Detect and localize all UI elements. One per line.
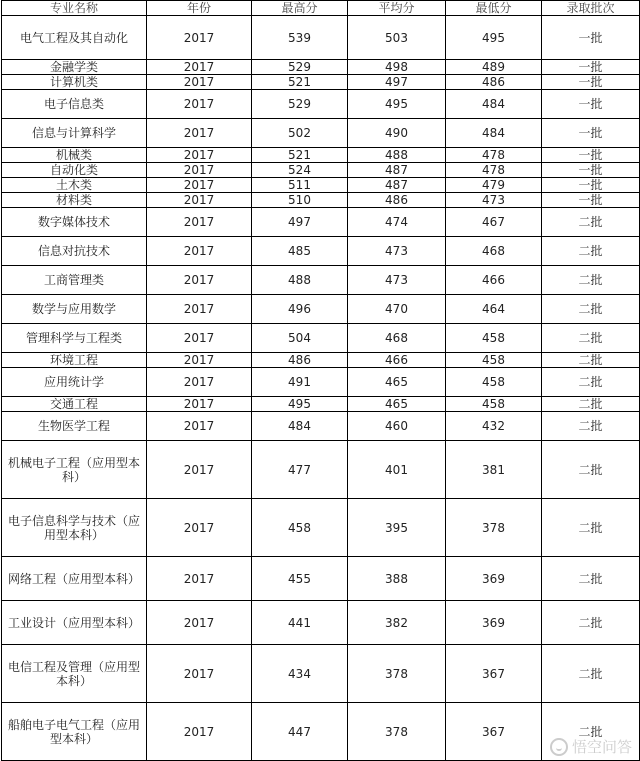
year-cell: 2017 [147, 266, 252, 295]
max-score-cell: 497 [252, 208, 348, 237]
max-score-cell: 447 [252, 703, 348, 761]
avg-score-cell: 395 [348, 499, 446, 557]
avg-score-cell: 474 [348, 208, 446, 237]
batch-cell: 一批 [542, 178, 640, 193]
batch-cell: 二批 [542, 324, 640, 353]
min-score-cell: 466 [446, 266, 542, 295]
max-score-cell: 495 [252, 397, 348, 412]
max-score-cell: 486 [252, 353, 348, 368]
major-cell: 机械电子工程（应用型本科） [2, 441, 147, 499]
avg-score-cell: 487 [348, 163, 446, 178]
avg-score-cell: 470 [348, 295, 446, 324]
min-score-cell: 369 [446, 601, 542, 645]
batch-cell: 一批 [542, 193, 640, 208]
table-row [2, 193, 640, 208]
table-row [2, 16, 640, 60]
table-row [2, 324, 640, 353]
max-score-cell: 510 [252, 193, 348, 208]
batch-cell: 二批 [542, 703, 640, 761]
batch-cell: 二批 [542, 557, 640, 601]
major-cell: 交通工程 [2, 397, 147, 412]
year-cell: 2017 [147, 16, 252, 60]
header-max-score: 最高分 [252, 1, 348, 16]
min-score-cell: 468 [446, 237, 542, 266]
max-score-cell: 434 [252, 645, 348, 703]
table-row [2, 353, 640, 368]
major-cell: 工商管理类 [2, 266, 147, 295]
table-row [2, 90, 640, 119]
max-score-cell: 539 [252, 16, 348, 60]
table-row [2, 237, 640, 266]
year-cell: 2017 [147, 397, 252, 412]
major-cell: 电气工程及其自动化 [2, 16, 147, 60]
avg-score-cell: 382 [348, 601, 446, 645]
max-score-cell: 529 [252, 90, 348, 119]
batch-cell: 一批 [542, 148, 640, 163]
table-row [2, 499, 640, 557]
table-row [2, 148, 640, 163]
avg-score-cell: 401 [348, 441, 446, 499]
year-cell: 2017 [147, 237, 252, 266]
year-cell: 2017 [147, 441, 252, 499]
table-row [2, 295, 640, 324]
min-score-cell: 484 [446, 119, 542, 148]
avg-score-cell: 495 [348, 90, 446, 119]
min-score-cell: 478 [446, 148, 542, 163]
avg-score-cell: 465 [348, 397, 446, 412]
header-avg-score: 平均分 [348, 1, 446, 16]
max-score-cell: 484 [252, 412, 348, 441]
header-year: 年份 [147, 1, 252, 16]
batch-cell: 一批 [542, 90, 640, 119]
major-cell: 计算机类 [2, 75, 147, 90]
table-row [2, 163, 640, 178]
year-cell: 2017 [147, 412, 252, 441]
batch-cell: 二批 [542, 499, 640, 557]
major-cell: 数字媒体技术 [2, 208, 147, 237]
year-cell: 2017 [147, 499, 252, 557]
year-cell: 2017 [147, 60, 252, 75]
table-row [2, 119, 640, 148]
table-row [2, 645, 640, 703]
year-cell: 2017 [147, 601, 252, 645]
major-cell: 管理科学与工程类 [2, 324, 147, 353]
batch-cell: 二批 [542, 266, 640, 295]
year-cell: 2017 [147, 90, 252, 119]
avg-score-cell: 488 [348, 148, 446, 163]
header-major: 专业名称 [2, 1, 147, 16]
max-score-cell: 511 [252, 178, 348, 193]
avg-score-cell: 497 [348, 75, 446, 90]
batch-cell: 二批 [542, 397, 640, 412]
major-cell: 材料类 [2, 193, 147, 208]
avg-score-cell: 486 [348, 193, 446, 208]
min-score-cell: 478 [446, 163, 542, 178]
min-score-cell: 484 [446, 90, 542, 119]
avg-score-cell: 473 [348, 266, 446, 295]
max-score-cell: 441 [252, 601, 348, 645]
max-score-cell: 458 [252, 499, 348, 557]
year-cell: 2017 [147, 353, 252, 368]
avg-score-cell: 498 [348, 60, 446, 75]
batch-cell: 二批 [542, 353, 640, 368]
min-score-cell: 367 [446, 703, 542, 761]
table-row [2, 60, 640, 75]
min-score-cell: 489 [446, 60, 542, 75]
min-score-cell: 432 [446, 412, 542, 441]
table-row [2, 178, 640, 193]
avg-score-cell: 468 [348, 324, 446, 353]
min-score-cell: 458 [446, 368, 542, 397]
major-cell: 数学与应用数学 [2, 295, 147, 324]
major-cell: 工业设计（应用型本科） [2, 601, 147, 645]
min-score-cell: 458 [446, 353, 542, 368]
header-row [2, 1, 640, 16]
table-row [2, 75, 640, 90]
min-score-cell: 479 [446, 178, 542, 193]
table-row [2, 208, 640, 237]
min-score-cell: 495 [446, 16, 542, 60]
table-row [2, 368, 640, 397]
max-score-cell: 504 [252, 324, 348, 353]
min-score-cell: 458 [446, 324, 542, 353]
header-min-score: 最低分 [446, 1, 542, 16]
year-cell: 2017 [147, 119, 252, 148]
min-score-cell: 458 [446, 397, 542, 412]
major-cell: 金融学类 [2, 60, 147, 75]
avg-score-cell: 460 [348, 412, 446, 441]
min-score-cell: 473 [446, 193, 542, 208]
min-score-cell: 486 [446, 75, 542, 90]
batch-cell: 二批 [542, 645, 640, 703]
major-cell: 环境工程 [2, 353, 147, 368]
batch-cell: 一批 [542, 163, 640, 178]
wukong-logo-icon [550, 738, 568, 756]
table-row [2, 412, 640, 441]
batch-cell: 一批 [542, 119, 640, 148]
year-cell: 2017 [147, 557, 252, 601]
max-score-cell: 524 [252, 163, 348, 178]
max-score-cell: 496 [252, 295, 348, 324]
table-row [2, 397, 640, 412]
major-cell: 网络工程（应用型本科） [2, 557, 147, 601]
avg-score-cell: 378 [348, 645, 446, 703]
avg-score-cell: 490 [348, 119, 446, 148]
max-score-cell: 502 [252, 119, 348, 148]
min-score-cell: 378 [446, 499, 542, 557]
year-cell: 2017 [147, 368, 252, 397]
batch-cell: 一批 [542, 16, 640, 60]
min-score-cell: 369 [446, 557, 542, 601]
batch-cell: 二批 [542, 295, 640, 324]
header-batch: 录取批次 [542, 1, 640, 16]
major-cell: 生物医学工程 [2, 412, 147, 441]
major-cell: 电信工程及管理（应用型本科） [2, 645, 147, 703]
major-cell: 电子信息科学与技术（应用型本科） [2, 499, 147, 557]
batch-cell: 二批 [542, 441, 640, 499]
avg-score-cell: 378 [348, 703, 446, 761]
max-score-cell: 529 [252, 60, 348, 75]
avg-score-cell: 487 [348, 178, 446, 193]
year-cell: 2017 [147, 193, 252, 208]
batch-cell: 二批 [542, 208, 640, 237]
max-score-cell: 455 [252, 557, 348, 601]
table-row [2, 266, 640, 295]
batch-cell: 一批 [542, 60, 640, 75]
batch-cell: 二批 [542, 368, 640, 397]
admission-scores-table [1, 0, 640, 761]
table-row [2, 441, 640, 499]
table-row [2, 703, 640, 761]
max-score-cell: 521 [252, 148, 348, 163]
avg-score-cell: 473 [348, 237, 446, 266]
major-cell: 信息与计算科学 [2, 119, 147, 148]
avg-score-cell: 465 [348, 368, 446, 397]
avg-score-cell: 388 [348, 557, 446, 601]
year-cell: 2017 [147, 178, 252, 193]
year-cell: 2017 [147, 163, 252, 178]
max-score-cell: 488 [252, 266, 348, 295]
max-score-cell: 491 [252, 368, 348, 397]
batch-cell: 二批 [542, 237, 640, 266]
avg-score-cell: 466 [348, 353, 446, 368]
year-cell: 2017 [147, 208, 252, 237]
major-cell: 自动化类 [2, 163, 147, 178]
min-score-cell: 381 [446, 441, 542, 499]
major-cell: 电子信息类 [2, 90, 147, 119]
table-row [2, 601, 640, 645]
year-cell: 2017 [147, 645, 252, 703]
max-score-cell: 485 [252, 237, 348, 266]
major-cell: 土木类 [2, 178, 147, 193]
min-score-cell: 464 [446, 295, 542, 324]
batch-cell: 二批 [542, 412, 640, 441]
major-cell: 应用统计学 [2, 368, 147, 397]
year-cell: 2017 [147, 295, 252, 324]
major-cell: 机械类 [2, 148, 147, 163]
batch-cell: 一批 [542, 75, 640, 90]
table-row [2, 557, 640, 601]
year-cell: 2017 [147, 75, 252, 90]
watermark-text: 悟空问答 [571, 738, 632, 756]
year-cell: 2017 [147, 703, 252, 761]
year-cell: 2017 [147, 148, 252, 163]
min-score-cell: 367 [446, 645, 542, 703]
watermark [550, 736, 632, 757]
min-score-cell: 467 [446, 208, 542, 237]
avg-score-cell: 503 [348, 16, 446, 60]
major-cell: 船舶电子电气工程（应用型本科） [2, 703, 147, 761]
max-score-cell: 477 [252, 441, 348, 499]
max-score-cell: 521 [252, 75, 348, 90]
year-cell: 2017 [147, 324, 252, 353]
major-cell: 信息对抗技术 [2, 237, 147, 266]
batch-cell: 二批 [542, 601, 640, 645]
